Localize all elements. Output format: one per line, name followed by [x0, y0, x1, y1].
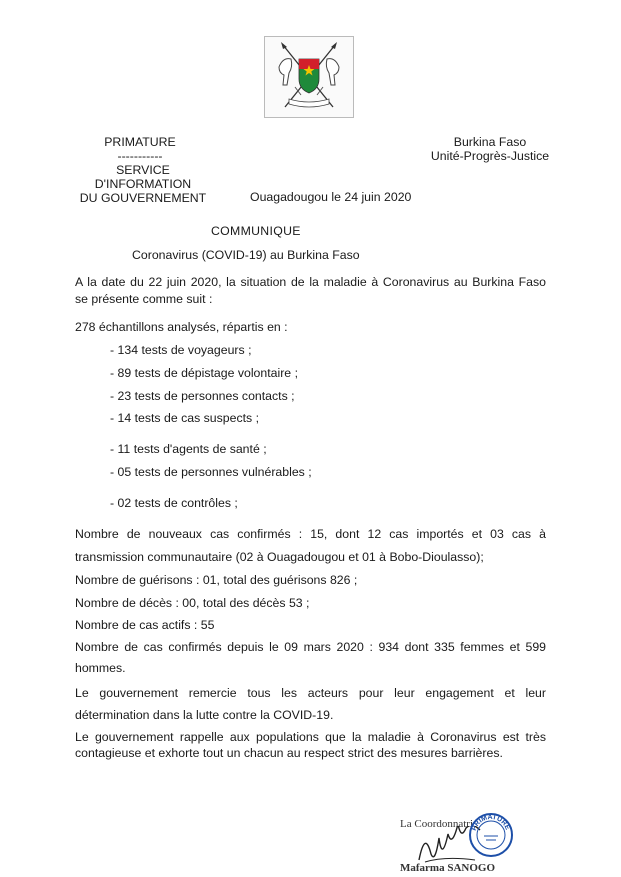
signatory-name: Mafarma SANOGO — [400, 862, 496, 874]
page-subtitle: Coronavirus (COVID-19) au Burkina Faso — [132, 248, 360, 262]
recoveries-line: Nombre de guérisons : 01, total des guérisons 826 ; — [75, 573, 358, 587]
government-label: DU GOUVERNEMENT — [79, 191, 207, 205]
list-item: - 05 tests de personnes vulnérables ; — [110, 465, 312, 479]
intro-line-1: A la date du 22 juin 2020, la situation de la maladie à Coronavirus au Burkina Faso — [75, 275, 546, 289]
stamp-text: PRIMATURE — [470, 813, 511, 832]
confirmed-cases-line-2: hommes. — [75, 661, 126, 675]
stamp-icon — [468, 812, 514, 858]
list-item: - 134 tests de voyageurs ; — [110, 343, 252, 357]
header-right — [420, 135, 560, 163]
page-title: COMMUNIQUE — [211, 224, 301, 238]
primature-label: PRIMATURE — [104, 135, 176, 149]
service-information-label: SERVICE D'INFORMATION — [94, 163, 192, 191]
list-item: - 14 tests de cas suspects ; — [110, 411, 259, 425]
new-cases-line-2: transmission communautaire (02 à Ouagadougou et 01 à Bobo-Dioulasso); — [75, 550, 484, 564]
reminder-line-2: contagieuse et exhorte tout un chacun au respect strict des mesures barrières. — [75, 746, 503, 760]
active-cases-line: Nombre de cas actifs : 55 — [75, 618, 215, 632]
confirmed-cases-line-1: Nombre de cas confirmés depuis le 09 mars 2020 : 934 dont 335 femmes et 599 — [75, 640, 546, 654]
signatory-title: La Coordonnatri — [400, 818, 474, 830]
date-line: Ouagadougou le 24 juin 2020 — [250, 190, 412, 204]
samples-line: 278 échantillons analysés, répartis en : — [75, 320, 288, 334]
list-item: - 02 tests de contrôles ; — [110, 496, 238, 510]
country-name: Burkina Faso — [453, 135, 527, 149]
header-separator: ----------- — [117, 149, 163, 163]
thanks-line-2: détermination dans la lutte contre la COVID-19. — [75, 708, 334, 722]
new-cases-line-1: Nombre de nouveaux cas confirmés : 15, dont 12 cas importés et 03 cas à — [75, 527, 546, 541]
reminder-line-1: Le gouvernement rappelle aux populations que la maladie à Coronavirus est très — [75, 730, 546, 744]
official-stamp — [468, 812, 514, 858]
list-item: - 23 tests de personnes contacts ; — [110, 389, 295, 403]
coat-of-arms-icon — [265, 37, 353, 117]
list-item: - 89 tests de dépistage volontaire ; — [110, 366, 298, 380]
intro-line-2: se présente comme suit : — [75, 292, 213, 306]
thanks-line-1: Le gouvernement remercie tous les acteurs pour leur engagement et leur — [75, 686, 546, 700]
header-left — [80, 135, 200, 163]
header-left-service — [70, 163, 216, 205]
deaths-line: Nombre de décès : 00, total des décès 53 ; — [75, 596, 310, 610]
list-item: - 11 tests d'agents de santé ; — [110, 442, 267, 456]
svg-text:PRIMATURE — [471, 814, 511, 832]
coat-of-arms-emblem — [264, 36, 354, 118]
country-motto: Unité-Progrès-Justice — [430, 149, 550, 163]
